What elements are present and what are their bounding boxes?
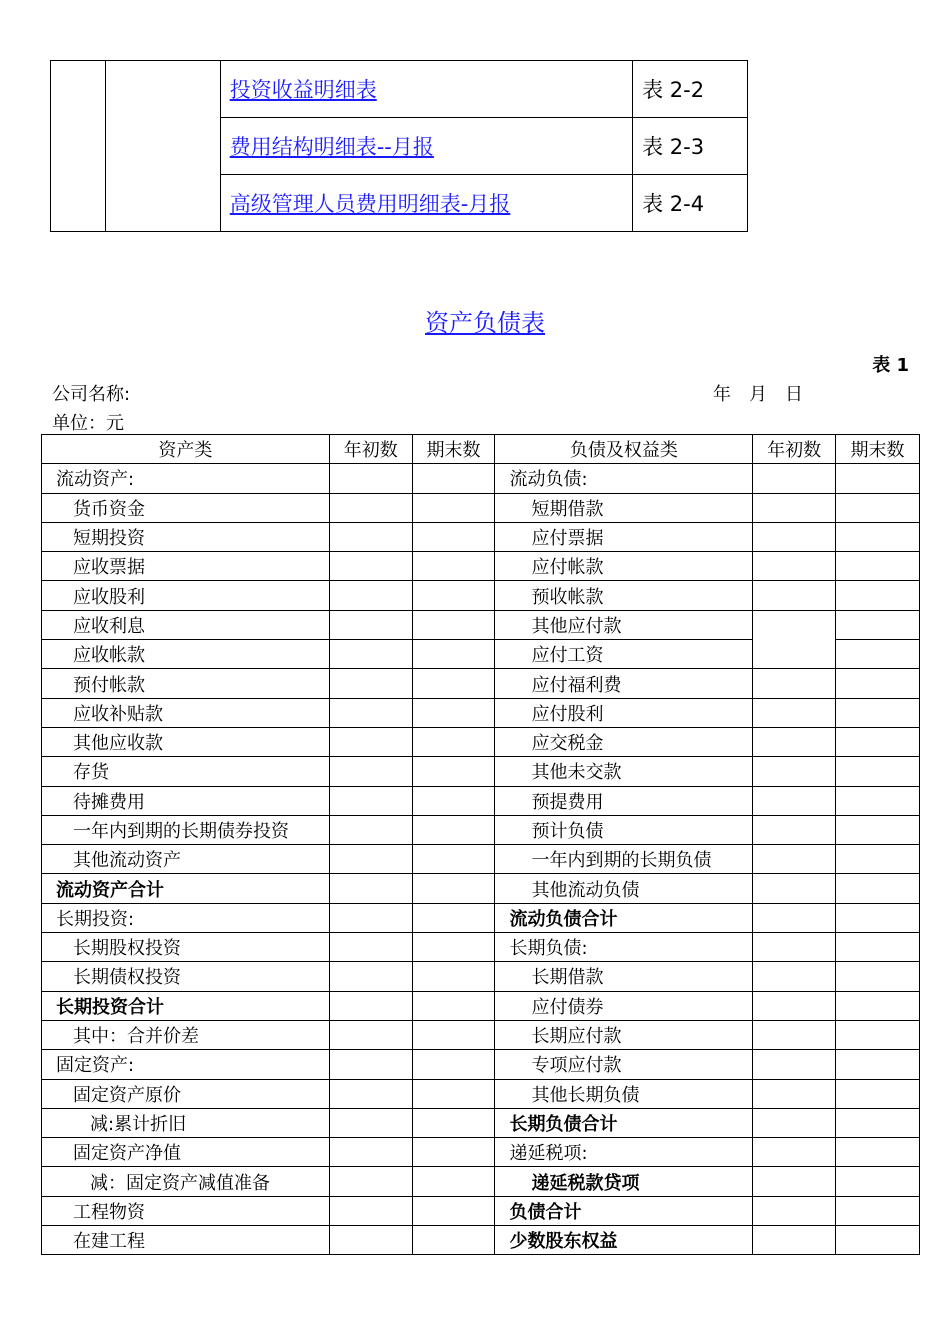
asset-end-value[interactable] xyxy=(412,552,495,581)
table-row xyxy=(42,552,920,581)
asset-end-value[interactable] xyxy=(412,962,495,991)
liability-begin-value[interactable] xyxy=(753,757,836,786)
liability-begin-value[interactable] xyxy=(753,1196,836,1225)
asset-item: 减：固定资产减值准备 xyxy=(42,1167,330,1196)
table-row xyxy=(42,1108,920,1137)
liability-end-value[interactable] xyxy=(836,1167,920,1196)
header-begin: 年初数 xyxy=(329,435,412,464)
index-blank-cell xyxy=(105,61,220,232)
index-blank-cell xyxy=(51,61,106,232)
liability-item: 应付票据 xyxy=(495,522,753,551)
report-link[interactable]: 投资收益明细表 xyxy=(229,78,377,102)
liability-end-value[interactable] xyxy=(836,786,920,815)
balance-sheet-body xyxy=(42,464,920,1255)
liability-item: 长期应付款 xyxy=(495,1020,753,1049)
asset-end-value[interactable] xyxy=(412,727,495,756)
asset-item: 流动资产: xyxy=(42,464,330,493)
asset-item: 应收股利 xyxy=(42,581,330,610)
asset-item: 一年内到期的长期债券投资 xyxy=(42,815,330,844)
asset-item: 长期投资: xyxy=(42,903,330,932)
report-code: 表 2-4 xyxy=(633,175,748,232)
index-row xyxy=(51,61,748,118)
liability-end-value[interactable] xyxy=(836,727,920,756)
liability-item: 递延税款贷项 xyxy=(495,1167,753,1196)
asset-end-value[interactable] xyxy=(412,1108,495,1137)
asset-item: 长期股权投资 xyxy=(42,933,330,962)
liability-end-value[interactable] xyxy=(836,1050,920,1079)
report-link[interactable]: 高级管理人员费用明细表-月报 xyxy=(229,192,511,216)
asset-begin-value[interactable] xyxy=(329,1079,412,1108)
liability-begin-value[interactable] xyxy=(753,786,836,815)
asset-item: 固定资产原价 xyxy=(42,1079,330,1108)
liability-end-value[interactable] xyxy=(836,874,920,903)
page-title[interactable]: 资产负债表 xyxy=(425,309,545,337)
liability-begin-value[interactable] xyxy=(753,669,836,698)
asset-item: 待摊费用 xyxy=(42,786,330,815)
asset-begin-value[interactable] xyxy=(329,727,412,756)
table-row xyxy=(42,727,920,756)
asset-begin-value[interactable] xyxy=(329,493,412,522)
asset-item: 在建工程 xyxy=(42,1226,330,1255)
liability-item: 应付股利 xyxy=(495,698,753,727)
asset-end-value[interactable] xyxy=(412,1226,495,1255)
liability-item: 应付帐款 xyxy=(495,552,753,581)
asset-begin-value[interactable] xyxy=(329,962,412,991)
liability-begin-value[interactable] xyxy=(753,1079,836,1108)
asset-end-value[interactable] xyxy=(412,845,495,874)
liability-item: 专项应付款 xyxy=(495,1050,753,1079)
liability-item: 长期借款 xyxy=(495,962,753,991)
asset-end-value[interactable] xyxy=(412,581,495,610)
liability-end-value[interactable] xyxy=(836,933,920,962)
asset-item: 应收帐款 xyxy=(42,640,330,669)
asset-end-value[interactable] xyxy=(412,991,495,1020)
liability-item: 应付福利费 xyxy=(495,669,753,698)
table-row xyxy=(42,1167,920,1196)
asset-item: 应收票据 xyxy=(42,552,330,581)
liability-item: 预收帐款 xyxy=(495,581,753,610)
asset-begin-value[interactable] xyxy=(329,903,412,932)
table-row xyxy=(42,1138,920,1167)
asset-item: 存货 xyxy=(42,757,330,786)
liability-begin-value[interactable] xyxy=(753,1226,836,1255)
asset-begin-value[interactable] xyxy=(329,1050,412,1079)
asset-begin-value[interactable] xyxy=(329,552,412,581)
liability-end-value[interactable] xyxy=(836,464,920,493)
liability-begin-value[interactable] xyxy=(753,933,836,962)
table-row xyxy=(42,522,920,551)
table-number: 表 1 xyxy=(872,355,909,376)
asset-begin-value[interactable] xyxy=(329,1196,412,1225)
asset-begin-value[interactable] xyxy=(329,1108,412,1137)
liability-end-value[interactable] xyxy=(836,581,920,610)
asset-begin-value[interactable] xyxy=(329,1020,412,1049)
asset-end-value[interactable] xyxy=(412,757,495,786)
liability-item: 短期借款 xyxy=(495,493,753,522)
table-row xyxy=(42,669,920,698)
asset-item: 固定资产: xyxy=(42,1050,330,1079)
liability-item: 应交税金 xyxy=(495,727,753,756)
liability-item: 预计负债 xyxy=(495,815,753,844)
asset-item: 短期投资 xyxy=(42,522,330,551)
unit-label: 单位：元 xyxy=(52,413,124,434)
table-row xyxy=(42,903,920,932)
header-assets: 资产类 xyxy=(42,435,330,464)
asset-begin-value[interactable] xyxy=(329,991,412,1020)
asset-item: 固定资产净值 xyxy=(42,1138,330,1167)
liability-begin-value[interactable] xyxy=(753,493,836,522)
asset-end-value[interactable] xyxy=(412,1079,495,1108)
report-code: 表 2-3 xyxy=(633,118,748,175)
asset-end-value[interactable] xyxy=(412,815,495,844)
liability-end-value[interactable] xyxy=(836,1226,920,1255)
liability-item: 负债合计 xyxy=(495,1196,753,1225)
liability-begin-value[interactable] xyxy=(753,1020,836,1049)
asset-end-value[interactable] xyxy=(412,1020,495,1049)
liability-item: 其他应付款 xyxy=(495,610,753,639)
asset-end-value[interactable] xyxy=(412,1167,495,1196)
liability-item: 其他未交款 xyxy=(495,757,753,786)
liability-begin-value[interactable] xyxy=(753,464,836,493)
report-code: 表 2-2 xyxy=(633,61,748,118)
table-row xyxy=(42,1226,920,1255)
asset-item: 长期债权投资 xyxy=(42,962,330,991)
asset-item: 流动资产合计 xyxy=(42,874,330,903)
table-row xyxy=(42,962,920,991)
table-row xyxy=(42,610,920,639)
asset-begin-value[interactable] xyxy=(329,1167,412,1196)
report-link[interactable]: 费用结构明细表--月报 xyxy=(229,135,434,159)
liability-begin-value[interactable] xyxy=(753,962,836,991)
header-end: 期末数 xyxy=(412,435,495,464)
table-row xyxy=(42,1196,920,1225)
table-row xyxy=(42,786,920,815)
liability-item: 递延税项: xyxy=(495,1138,753,1167)
liability-begin-value[interactable] xyxy=(753,874,836,903)
asset-end-value[interactable] xyxy=(412,1196,495,1225)
asset-end-value[interactable] xyxy=(412,933,495,962)
header-begin: 年初数 xyxy=(753,435,836,464)
liability-item: 流动负债合计 xyxy=(495,903,753,932)
liability-end-value[interactable] xyxy=(836,698,920,727)
asset-begin-value[interactable] xyxy=(329,698,412,727)
asset-begin-value[interactable] xyxy=(329,610,412,639)
header-end: 期末数 xyxy=(836,435,920,464)
table-header-row xyxy=(42,435,920,464)
table-row xyxy=(42,1079,920,1108)
liability-begin-value[interactable] xyxy=(753,1138,836,1167)
table-row xyxy=(42,815,920,844)
asset-begin-value[interactable] xyxy=(329,1138,412,1167)
liability-begin-value[interactable] xyxy=(753,1108,836,1137)
liability-end-value[interactable] xyxy=(836,903,920,932)
table-row xyxy=(42,991,920,1020)
table-row xyxy=(42,464,920,493)
asset-end-value[interactable] xyxy=(412,786,495,815)
asset-end-value[interactable] xyxy=(412,698,495,727)
report-index-table xyxy=(50,60,748,232)
asset-item: 其他应收款 xyxy=(42,727,330,756)
table-row xyxy=(42,874,920,903)
liability-begin-value[interactable] xyxy=(753,903,836,932)
liability-begin-value[interactable] xyxy=(753,552,836,581)
liability-begin-value[interactable] xyxy=(753,991,836,1020)
liability-begin-value[interactable] xyxy=(753,1167,836,1196)
asset-begin-value[interactable] xyxy=(329,757,412,786)
liability-begin-value[interactable] xyxy=(753,845,836,874)
asset-item: 货币资金 xyxy=(42,493,330,522)
liability-end-value[interactable] xyxy=(836,1196,920,1225)
asset-begin-value[interactable] xyxy=(329,786,412,815)
liability-item: 少数股东权益 xyxy=(495,1226,753,1255)
table-row xyxy=(42,757,920,786)
asset-end-value[interactable] xyxy=(412,669,495,698)
table-row xyxy=(42,1050,920,1079)
asset-begin-value[interactable] xyxy=(329,640,412,669)
table-row xyxy=(42,581,920,610)
liability-end-value[interactable] xyxy=(836,991,920,1020)
liability-item: 预提费用 xyxy=(495,786,753,815)
asset-item: 预付帐款 xyxy=(42,669,330,698)
asset-end-value[interactable] xyxy=(412,1050,495,1079)
asset-item: 减:累计折旧 xyxy=(42,1108,330,1137)
balance-sheet-table xyxy=(41,434,920,1255)
asset-end-value[interactable] xyxy=(412,903,495,932)
liability-end-value[interactable] xyxy=(836,815,920,844)
asset-begin-value[interactable] xyxy=(329,815,412,844)
liability-end-value[interactable] xyxy=(836,1138,920,1167)
asset-begin-value[interactable] xyxy=(329,1226,412,1255)
liability-begin-value[interactable] xyxy=(753,610,836,669)
liability-item: 其他流动负债 xyxy=(495,874,753,903)
asset-end-value[interactable] xyxy=(412,610,495,639)
liability-end-value[interactable] xyxy=(836,962,920,991)
asset-end-value[interactable] xyxy=(412,464,495,493)
asset-end-value[interactable] xyxy=(412,874,495,903)
liability-end-value[interactable] xyxy=(836,610,920,639)
asset-item: 应收补贴款 xyxy=(42,698,330,727)
liability-item: 长期负债: xyxy=(495,933,753,962)
liability-begin-value[interactable] xyxy=(753,581,836,610)
liability-begin-value[interactable] xyxy=(753,727,836,756)
liability-end-value[interactable] xyxy=(836,522,920,551)
liability-item: 一年内到期的长期负债 xyxy=(495,845,753,874)
liability-end-value[interactable] xyxy=(836,493,920,522)
asset-begin-value[interactable] xyxy=(329,874,412,903)
asset-item: 其他流动资产 xyxy=(42,845,330,874)
liability-begin-value[interactable] xyxy=(753,522,836,551)
asset-begin-value[interactable] xyxy=(329,669,412,698)
table-row xyxy=(42,933,920,962)
liability-end-value[interactable] xyxy=(836,669,920,698)
asset-item: 应收利息 xyxy=(42,610,330,639)
liability-end-value[interactable] xyxy=(836,757,920,786)
asset-begin-value[interactable] xyxy=(329,464,412,493)
liability-item: 长期负债合计 xyxy=(495,1108,753,1137)
asset-begin-value[interactable] xyxy=(329,845,412,874)
table-row xyxy=(42,493,920,522)
liability-end-value[interactable] xyxy=(836,1108,920,1137)
asset-begin-value[interactable] xyxy=(329,933,412,962)
date-label: 年 月 日 xyxy=(713,384,803,405)
asset-begin-value[interactable] xyxy=(329,581,412,610)
liability-item: 应付债券 xyxy=(495,991,753,1020)
asset-end-value[interactable] xyxy=(412,640,495,669)
header-liabilities: 负债及权益类 xyxy=(495,435,753,464)
liability-end-value[interactable] xyxy=(836,640,920,669)
table-row xyxy=(42,698,920,727)
company-name-label: 公司名称: xyxy=(52,384,131,405)
asset-item: 其中：合并价差 xyxy=(42,1020,330,1049)
liability-end-value[interactable] xyxy=(836,1079,920,1108)
asset-item: 长期投资合计 xyxy=(42,991,330,1020)
liability-item: 应付工资 xyxy=(495,640,753,669)
liability-begin-value[interactable] xyxy=(753,815,836,844)
liability-end-value[interactable] xyxy=(836,552,920,581)
liability-end-value[interactable] xyxy=(836,845,920,874)
liability-begin-value[interactable] xyxy=(753,698,836,727)
liability-item: 其他长期负债 xyxy=(495,1079,753,1108)
liability-begin-value[interactable] xyxy=(753,1050,836,1079)
asset-end-value[interactable] xyxy=(412,493,495,522)
liability-item: 流动负债: xyxy=(495,464,753,493)
table-row xyxy=(42,1020,920,1049)
asset-item: 工程物资 xyxy=(42,1196,330,1225)
asset-begin-value[interactable] xyxy=(329,522,412,551)
table-row xyxy=(42,845,920,874)
asset-end-value[interactable] xyxy=(412,522,495,551)
liability-end-value[interactable] xyxy=(836,1020,920,1049)
asset-end-value[interactable] xyxy=(412,1138,495,1167)
